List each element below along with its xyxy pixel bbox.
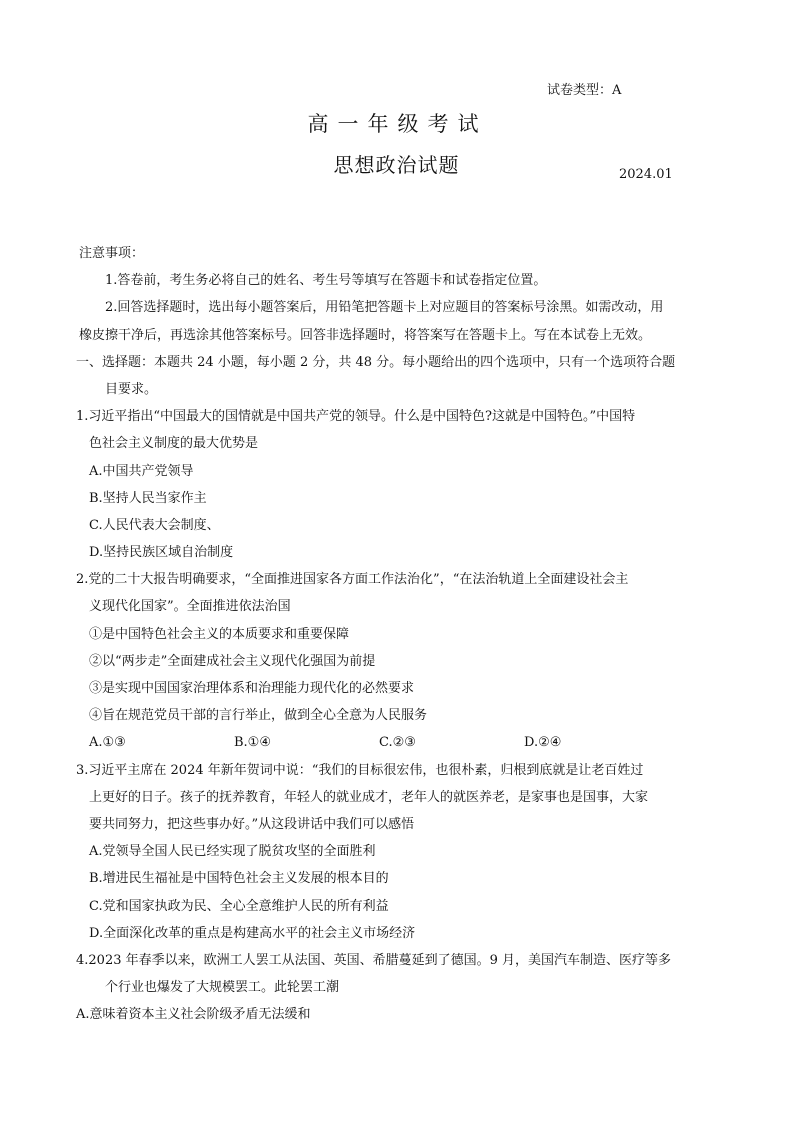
question-1-stem-line-2: 色社会主义制度的最大优势是	[89, 436, 259, 452]
question-2-statement-2: ②以“两步走”全面建成社会主义现代化强国为前提	[89, 653, 376, 669]
subject-title: 思想政治试题	[333, 153, 460, 177]
section-heading-line-2: 目要求。	[105, 381, 158, 397]
question-2-stem-line-1: 2.党的二十大报告明确要求，“全面推进国家各方面工作法治化”，“在法治轨道上全面建设社会主	[76, 572, 629, 588]
question-3-option-c: C.党和国家执政为民、全心全意维护人民的所有利益	[89, 898, 389, 914]
exam-date: 2024.01	[619, 167, 673, 182]
exam-content	[76, 240, 719, 1028]
question-2-option-d: D.②④	[524, 735, 562, 751]
notice-item-1: 1.答卷前，考生务必将自己的姓名、考生号等填写在答题卡和试卷指定位置。	[105, 273, 547, 289]
question-3-option-d: D.全面深化改革的重点是构建高水平的社会主义市场经济	[89, 925, 416, 941]
question-3-stem-line-1: 3.习近平主席在 2024 年新年贺词中说：“我们的目标很宏伟，也很朴素，归根到底就是让老百姓过	[76, 762, 644, 778]
question-4-stem-line-1: 4.2023 年春季以来，欧洲工人罢工从法国、英国、希腊蔓延到了德国。9 月，美国汽车制造、医疗等多	[76, 952, 672, 968]
question-3-stem-line-3: 要共同努力，把这些事办好。”从这段讲话中我们可以感悟	[89, 816, 415, 832]
notice-item-2-line-1: 2.回答选择题时，选出每小题答案后，用铅笔把答题卡上对应题目的答案标号涂黑。如需改动，用	[105, 300, 664, 316]
question-1-stem-line-1: 1.习近平指出“中国最大的国情就是中国共产党的领导。什么是中国特色?这就是中国特色。”中国特	[76, 409, 636, 425]
question-3-stem-line-2: 上更好的日子。孩子的抚养教育，年轻人的就业成才，老年人的就医养老，是家事也是国事，大家	[89, 789, 649, 805]
question-1-option-b: B.坚持人民当家作主	[89, 490, 207, 506]
question-1-option-d: D.坚持民族区域自治制度	[89, 545, 234, 561]
question-2-option-b: B.①④	[234, 735, 271, 751]
notice-heading: 注意事项：	[79, 246, 145, 261]
question-4-stem-line-2: 个行业也爆发了大规模罢工。此轮罢工潮	[105, 980, 340, 996]
notice-item-2-line-2: 橡皮擦干净后，再选涂其他答案标号。回答非选择题时，将答案写在答题卡上。写在本试卷上无效。	[79, 327, 652, 343]
question-1-option-a: A.中国共产党领导	[89, 463, 194, 479]
question-2-statement-1: ①是中国特色社会主义的本质要求和重要保障	[89, 626, 350, 642]
question-3-option-b: B.增进民生福祉是中国特色社会主义发展的根本目的	[89, 871, 389, 887]
question-1-option-c: C.人民代表大会制度、	[89, 517, 220, 533]
question-2-options	[79, 729, 719, 756]
question-2-statement-4: ④旨在规范党员干部的言行举止，做到全心全意为人民服务	[89, 708, 428, 724]
question-2-option-a: A.①③	[89, 735, 126, 751]
question-3-option-a: A.党领导全国人民已经实现了脱贫攻坚的全面胜利	[89, 844, 376, 860]
exam-title: 高一年级考试	[307, 112, 488, 136]
question-2-option-c: C.②③	[379, 735, 416, 751]
question-2-statement-3: ③是实现中国国家治理体系和治理能力现代化的必然要求	[89, 681, 415, 696]
paper-type-label: 试卷类型：A	[547, 83, 622, 98]
question-2-stem-line-2: 义现代化国家”。全面推进依法治国	[89, 599, 291, 615]
question-4-option-a: A.意味着资本主义社会阶级矛盾无法缓和	[76, 1007, 311, 1023]
section-heading-line-1: 一、选择题：本题共 24 小题，每小题 2 分，共 48 分。每小题给出的四个选项中，只有一个选项符合题	[76, 354, 676, 370]
